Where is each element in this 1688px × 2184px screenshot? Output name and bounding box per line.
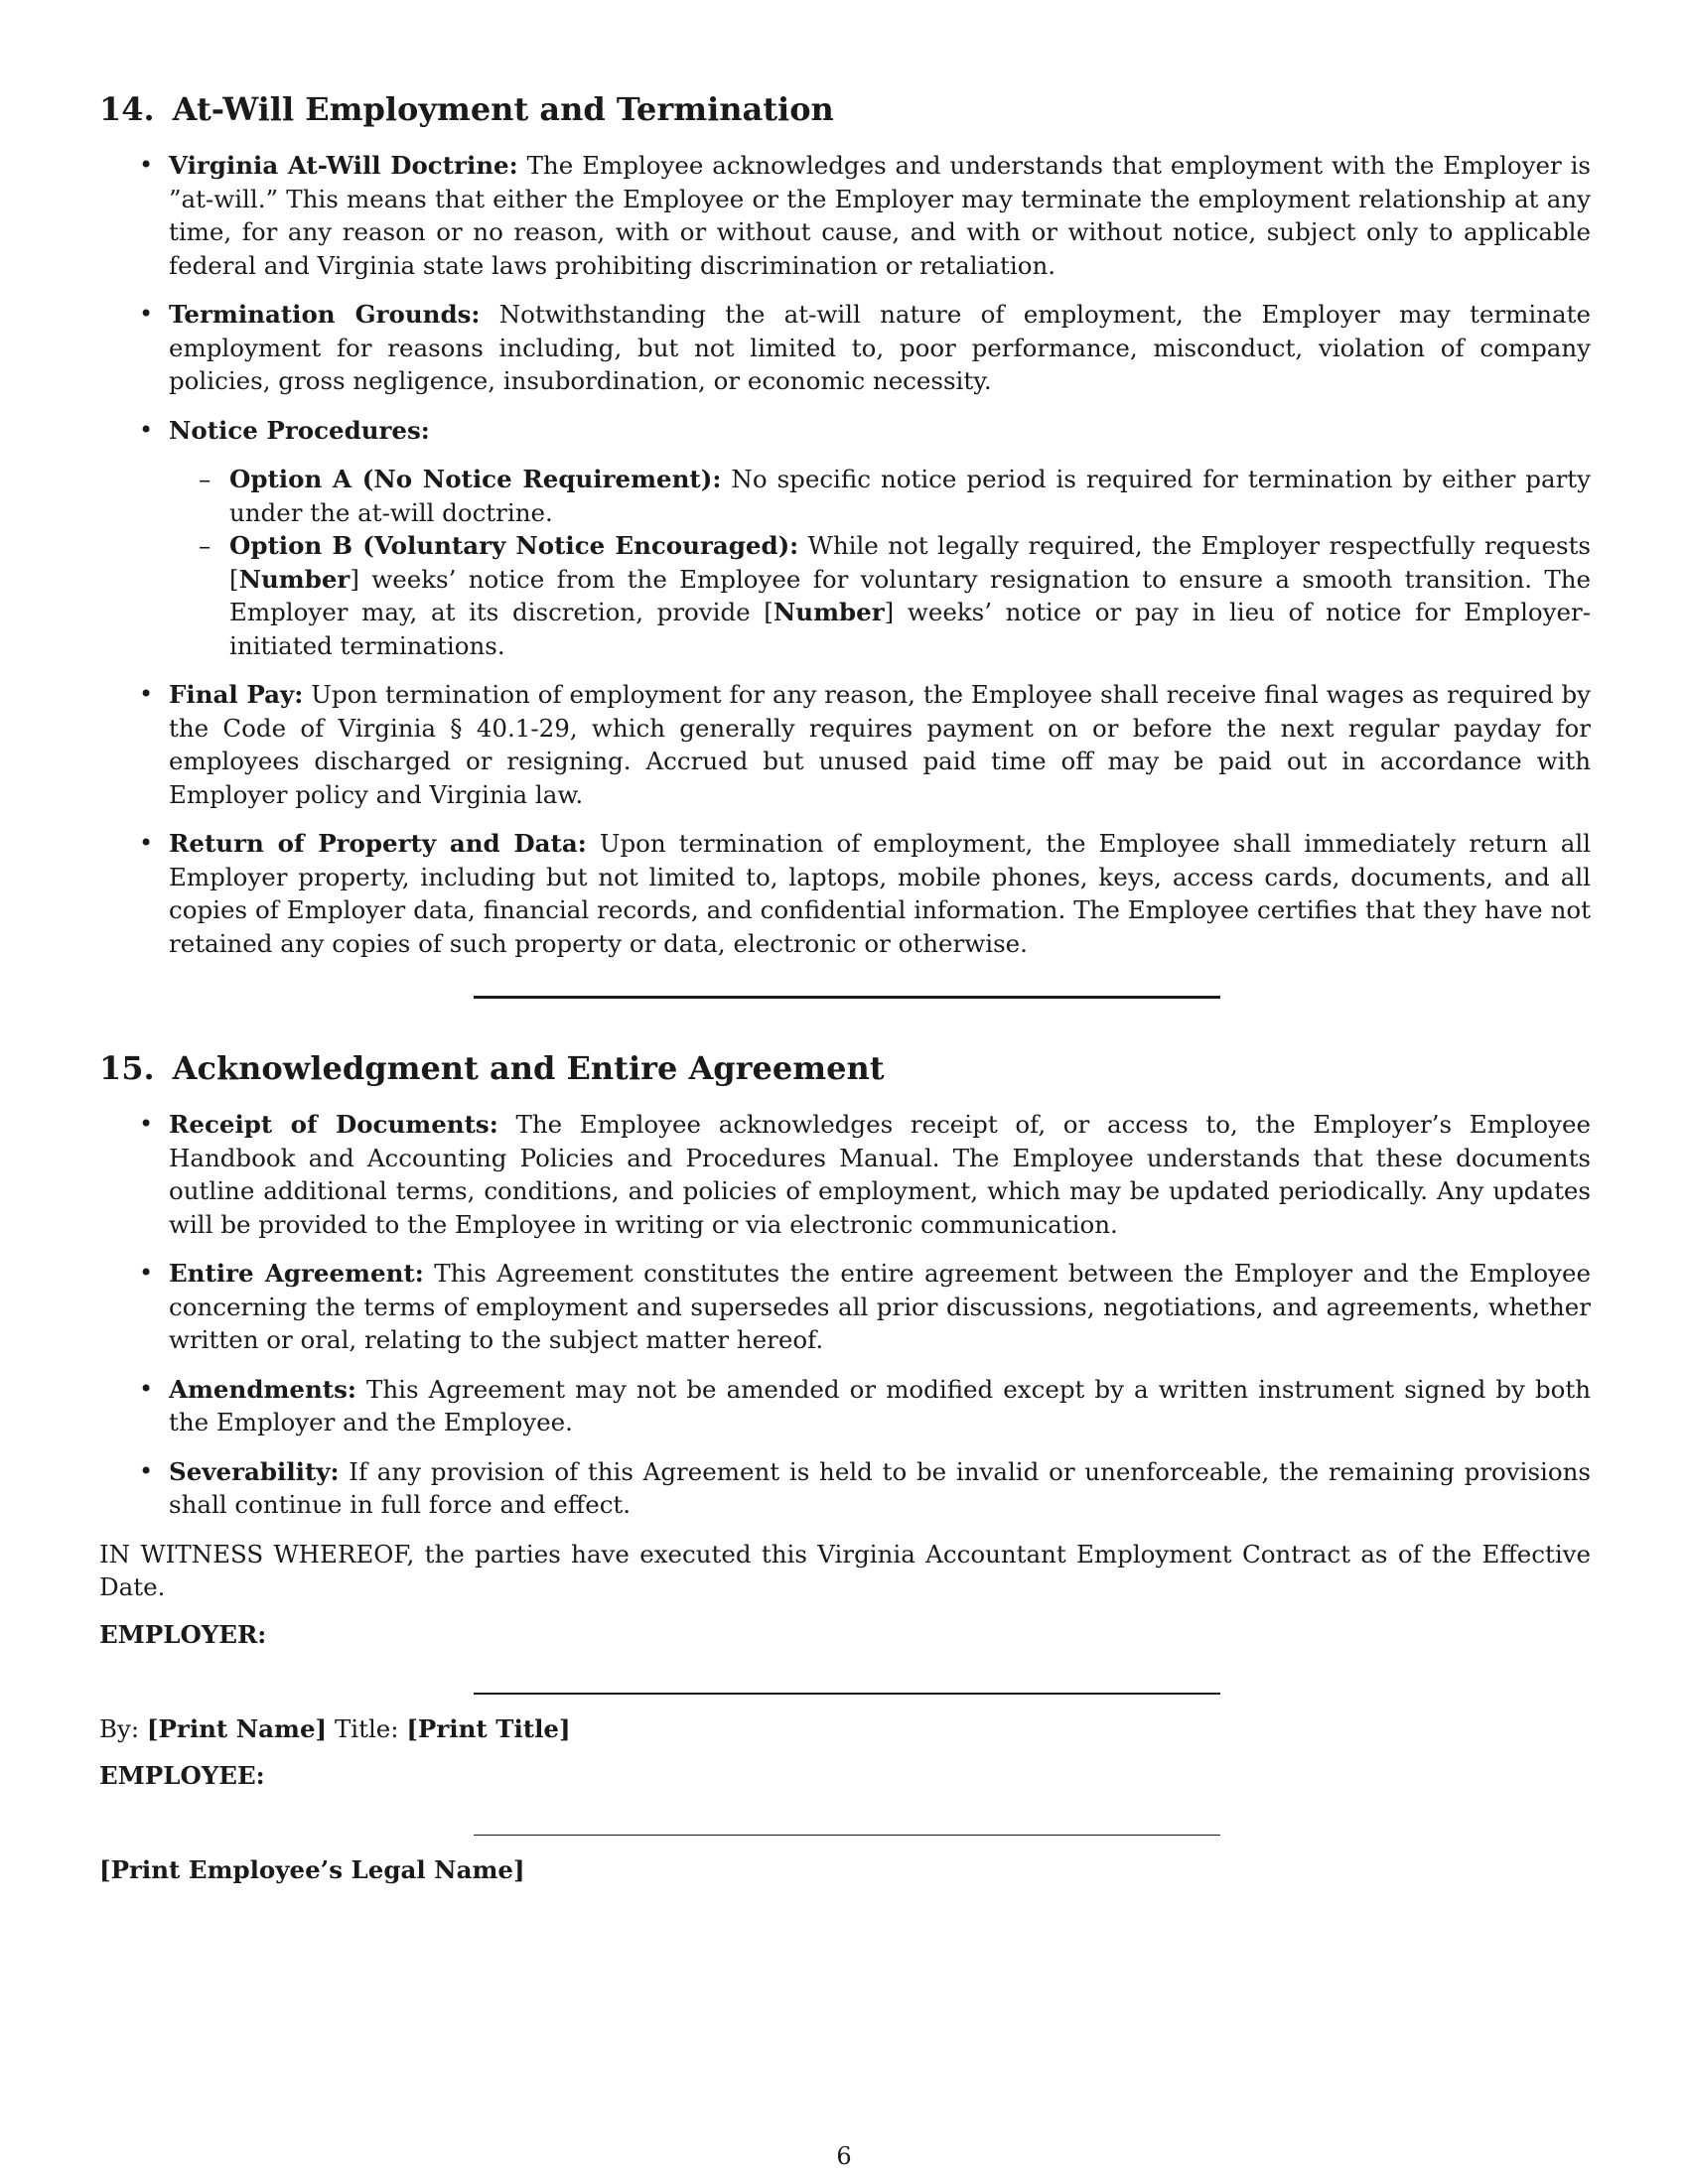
placeholder-number: Number <box>773 598 885 626</box>
bullet-text: This Agreement may not be amended or modified except by a written instrument signed by both the Employer and the Employee. <box>169 1374 1591 1436</box>
list-item <box>169 463 1591 529</box>
bullet-text: The Employee acknowledges and understands that employment with the Employer is ”at-will.” This means that either the Employee or the Employer may terminate the employment relationship at any time, for any reason or no reason, with or without cause, and with or without notice, subject only to applicable federal and Virginia state laws prohibiting discrimination or retaliation. <box>169 151 1592 280</box>
print-title-placeholder: [Print Title] <box>406 1713 571 1743</box>
list-item <box>99 678 1591 811</box>
print-name-placeholder: [Print Name] <box>146 1713 328 1743</box>
section-14-number: 14. <box>99 90 155 128</box>
bullet-text: Notwithstanding the at-will nature of employment, the Employer may terminate employment for reasons including, but not limited to, poor performance, misconduct, violation of company policies, gross negligence, insubordination, or economic necessity. <box>169 300 1591 395</box>
option-label: Option A (No Notice Requirement): <box>229 465 722 493</box>
bullet-label: Virginia At-Will Doctrine: <box>169 151 518 180</box>
option-text: ] weeks’ notice from the Employee for voluntary resignation to ensure a smooth transition. The Employer may, at its discretion, provide [ <box>229 564 1591 626</box>
placeholder-number: Number <box>238 564 351 594</box>
bullet-label: Amendments: <box>169 1374 356 1404</box>
section-15-heading <box>99 1048 1591 1088</box>
option-text: While not legally required, the Employer respectfully requests [ <box>229 531 1591 594</box>
title-prefix: Title: <box>327 1713 407 1743</box>
notice-options-list <box>169 463 1591 662</box>
bullet-label: Severability: <box>169 1456 340 1486</box>
list-item <box>99 1257 1591 1357</box>
option-label: Option B (Voluntary Notice Encouraged): <box>229 531 799 560</box>
section-14-title: At-Will Employment and Termination <box>172 90 834 128</box>
list-item <box>99 827 1591 960</box>
option-text: No specific notice period is required for termination by either party under the at-will doctrine. <box>229 465 1591 527</box>
bullet-text: The Employee acknowledges receipt of, or access to, the Employer’s Employee Handbook and Accounting Policies and Procedures Manual. The Employee understands that these documents outline additional terms, conditions, and policies of employment, which may be updated periodically. Any updates will be provided to the Employee in writing or via electronic communication. <box>169 1110 1591 1239</box>
bullet-label: Entire Agreement: <box>169 1259 424 1288</box>
page-number: 6 <box>836 2142 852 2170</box>
bullet-text: Upon termination of employment for any reason, the Employee shall receive final wages as required by the Code of Virginia § 40.1-29, which generally requires payment on or before the next regular payday for employees discharged or resigning. Accrued but unused paid time off may be paid out in accordance with Employer policy and Virginia law. <box>169 680 1591 809</box>
employer-by-line <box>99 1712 1591 1746</box>
bullet-label: Final Pay: <box>169 680 304 709</box>
bullet-text: This Agreement constitutes the entire agreement between the Employer and the Employee concerning the terms of employment and supersedes all prior discussions, negotiations, and agreements, whether written or oral, relating to the subject matter hereof. <box>169 1259 1592 1354</box>
by-prefix: By: <box>99 1713 147 1743</box>
employee-name-placeholder: [Print Employee’s Legal Name] <box>99 1855 525 1884</box>
bullet-label: Return of Property and Data: <box>169 829 587 858</box>
list-item <box>169 529 1591 662</box>
list-item <box>99 414 1591 663</box>
bullet-label: Notice Procedures: <box>169 415 430 445</box>
section-divider <box>474 996 1220 999</box>
section-14-list <box>99 149 1591 960</box>
bullet-text: Upon termination of employment, the Employee shall immediately return all Employer property, including but not limited to, laptops, mobile phones, keys, access cards, documents, and all copies of Employer data, financial records, and confidential information. The Employee certifies that they have not retained any copies of such property or data, electronic or otherwise. <box>169 829 1591 958</box>
document-page <box>99 89 1591 1887</box>
employee-label: EMPLOYEE: <box>99 1761 265 1790</box>
employer-signature-line <box>474 1693 1220 1695</box>
section-15 <box>99 1048 1591 1604</box>
option-text: ] weeks’ notice or pay in lieu of notice for Employer-initiated terminations. <box>229 598 1591 660</box>
witness-clause: IN WITNESS WHEREOF, the parties have executed this Virginia Accountant Employment Contract as of the Effective Date. <box>99 1539 1591 1601</box>
employee-signature-line <box>474 1835 1220 1837</box>
bullet-text: If any provision of this Agreement is held to be invalid or unenforceable, the remaining provisions shall continue in full force and effect. <box>169 1456 1591 1519</box>
list-item <box>99 298 1591 398</box>
list-item <box>99 1455 1591 1522</box>
employer-label: EMPLOYER: <box>99 1619 267 1649</box>
section-15-title: Acknowledgment and Entire Agreement <box>172 1049 885 1087</box>
list-item <box>99 1373 1591 1439</box>
section-14-heading <box>99 89 1591 129</box>
bullet-label: Termination Grounds: <box>169 300 481 329</box>
list-item <box>99 149 1591 282</box>
section-15-number: 15. <box>99 1049 155 1087</box>
list-item <box>99 1108 1591 1241</box>
bullet-label: Receipt of Documents: <box>169 1110 498 1139</box>
section-15-list <box>99 1108 1591 1522</box>
